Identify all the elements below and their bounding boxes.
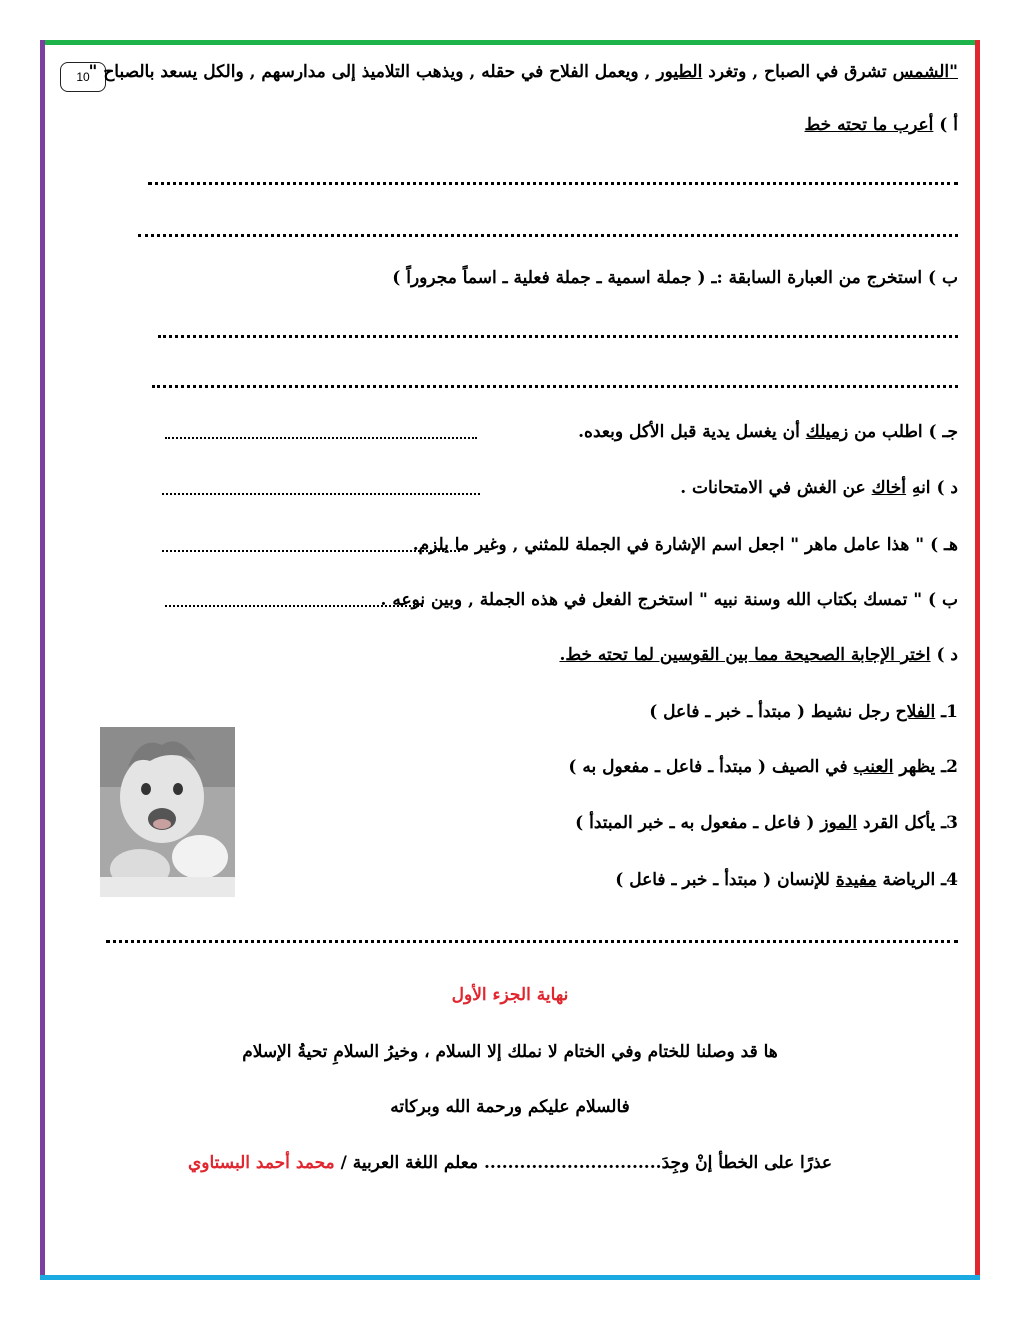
answer-line[interactable] (152, 385, 958, 388)
choice-text: رجل نشيط ( مبتدأ ـ خبر ـ فاعل ) (649, 702, 896, 722)
choice-pre: يظهر (893, 757, 936, 777)
question-c-text: اطلب من (848, 422, 923, 442)
choice-text: في الصيف ( مبتدأ ـ فاعل ـ مفعول به ) (568, 757, 854, 777)
end-part-title: نهاية الجزء الأول (451, 985, 569, 1005)
passage-mid: تشرق في الصباح , وتغرد (702, 62, 893, 82)
question-g-label: د ) (930, 645, 958, 665)
question-e-label: هـ ) (924, 535, 958, 555)
passage-underlined-1: الطيور (656, 62, 703, 82)
baby-illustration (100, 727, 235, 897)
choice-item (649, 702, 958, 722)
passage-after: , ويعمل الفلاح في حقله , ويذهب التلاميذ إلى مدارسهم , والكل يسعد بالصباح " (88, 62, 657, 82)
question-d-underline: أخاك (871, 478, 907, 498)
salam-text: فالسلام عليكم ورحمة الله وبركاته (390, 1097, 630, 1117)
signature (0, 1153, 1020, 1173)
choice-number: 2ـ (935, 757, 958, 777)
answer-line[interactable] (162, 493, 480, 495)
answer-line[interactable] (162, 550, 460, 552)
question-a-label: أ ) (933, 115, 958, 135)
baby-photo (100, 727, 235, 897)
choice-number: 1ـ (935, 702, 958, 722)
answer-line[interactable] (165, 437, 477, 439)
choice-text: ( فاعل ـ مفعول به ـ خبر المبتدأ ) (575, 813, 821, 833)
question-b-text: استخرج من العبارة السابقة :ـ ( جملة اسمية ـ جملة فعلية ـ اسماً مجروراً ) (392, 268, 923, 288)
apology-text: عذرًا على الخطأ إنْ وجِدَ.............................. معلم اللغة العربية / (334, 1153, 833, 1173)
question-d-text-end: عن الغش في الامتحانات . (680, 478, 872, 498)
choice-item (615, 870, 958, 890)
question-c-label: جـ ) (922, 422, 958, 442)
question-c (578, 422, 958, 442)
question-c-text-end: أن يغسل يدية قبل الأكل وبعده. (578, 422, 806, 442)
passage (89, 62, 958, 82)
answer-line[interactable] (148, 182, 958, 185)
passage-underlined-0: "الشمس (892, 62, 958, 82)
answer-line[interactable] (158, 335, 958, 338)
answer-line[interactable] (138, 234, 958, 237)
question-d-label: د ) (930, 478, 958, 498)
choice-underline: الفلاح (895, 702, 936, 722)
question-f (381, 590, 958, 610)
choice-number: 4ـ (935, 870, 958, 890)
choice-item (568, 757, 958, 777)
question-g-text: اختر الإجابة الصحيحة مما بين القوسين لما تحته خط. (559, 645, 931, 665)
choice-underline: مفيدة (835, 870, 877, 890)
choice-text: للإنسان ( مبتدأ ـ خبر ـ فاعل ) (615, 870, 836, 890)
question-f-label: ب ) (922, 590, 958, 610)
border-left (40, 40, 45, 1280)
answer-line[interactable] (106, 940, 958, 943)
choice-underline: العنب (853, 757, 894, 777)
closing-text: ها قد وصلنا للختام وفي الختام لا نملك إلا السلام ، وخيرُ السلامِ تحيةُ الإسلام (242, 1042, 778, 1062)
choice-underline: الموز (820, 813, 858, 833)
question-g (559, 645, 958, 665)
answer-line[interactable] (165, 605, 423, 607)
question-a-text: أعرب ما تحته خط (804, 115, 934, 135)
question-a (805, 115, 959, 135)
choice-number: 3ـ (935, 813, 958, 833)
question-e (413, 535, 958, 555)
choice-pre: يأكل القرد (857, 813, 936, 833)
question-d (680, 478, 958, 498)
question-d-text: انهِ (906, 478, 931, 498)
question-b-label: ب ) (922, 268, 958, 288)
question-c-underline: زميلك (805, 422, 849, 442)
question-e-text: " هذا عامل ماهر " اجعل اسم الإشارة في الجملة للمثني , وغير ما يلزم. (412, 535, 925, 555)
teacher-name: محمد أحمد البستاوي (187, 1153, 335, 1173)
question-b (392, 268, 958, 288)
border-bottom (40, 1275, 980, 1280)
page-number: 10 (60, 62, 106, 92)
question-f-text: " تمسك بكتاب الله وسنة نبيه " استخرج الفعل في هذه الجملة , وبين نوعه . (380, 590, 923, 610)
border-top (40, 40, 980, 45)
choice-pre: الرياضة (876, 870, 936, 890)
choice-item (575, 813, 958, 833)
border-right (975, 40, 980, 1280)
